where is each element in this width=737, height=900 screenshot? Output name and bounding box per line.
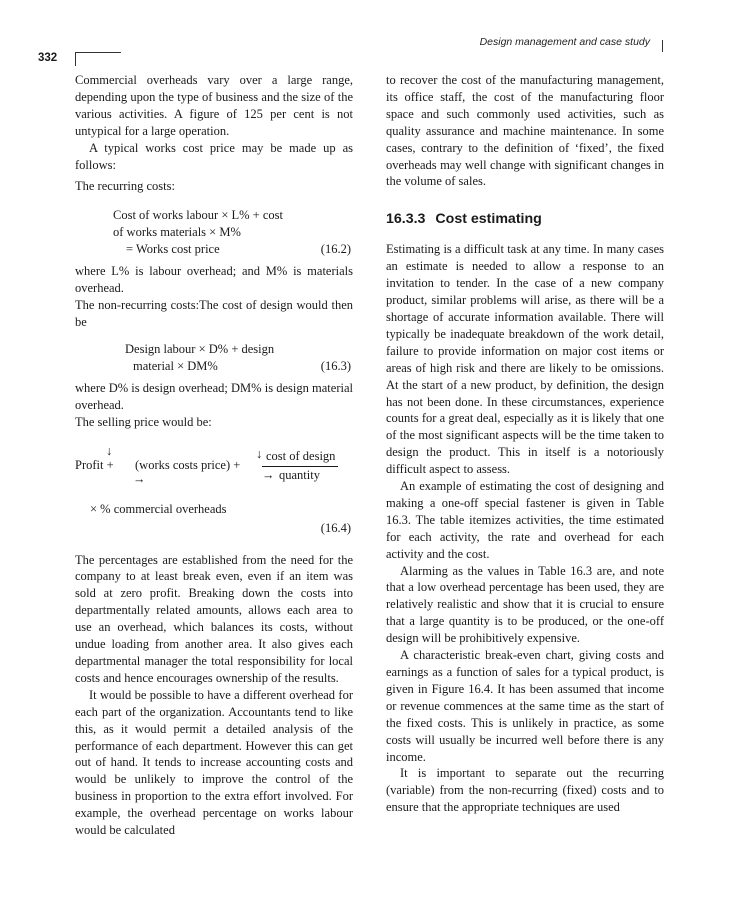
paragraph: It is important to separate out the recurring (variable) from the non-recurring (fixed) costs and to ensure that the appropriate techniques are used (386, 766, 664, 815)
equation-line: × % commercial overheads (90, 501, 227, 516)
paragraph: A characteristic break-even chart, giving costs and earnings as a function of sales for a typical product, is given in Figure 16.4. It has been assumed that income or revenue commences at the same time as the start of the fixed costs. This is unlikely in practice, as some costs will usually be incurred well before there is any income. (386, 648, 664, 764)
paragraph: A typical works cost price may be made up as follows: (75, 140, 353, 172)
equation-line: Design labour × D% + design (125, 341, 275, 356)
equation-number: (16.2) (320, 242, 351, 257)
paragraph: An example of estimating the cost of designing and making a one-off special fastener is given in Table 16.3. The table itemizes activities, the time estimated for each activity, the rate and overhead for each activity and the cost. (386, 479, 664, 561)
left-column (75, 72, 353, 839)
header-rule-right (662, 40, 663, 52)
paragraph: Commercial overheads vary over a large range, depending upon the type of business and the size of the various activities. A figure of 125 per cent is not untypical for a large operation. (75, 73, 353, 138)
equation-16-2 (75, 207, 353, 258)
equation-term-profit: Profit + (75, 457, 114, 472)
right-column (386, 72, 664, 816)
section-title: Cost estimating (435, 211, 542, 228)
header-rule-left-vertical (75, 52, 76, 66)
page-number: 332 (38, 52, 58, 64)
paragraph: The recurring costs: (75, 179, 175, 194)
equation-number: (16.4) (320, 520, 351, 535)
arrow-right-icon: → (133, 471, 146, 486)
fraction-numerator: cost of design (266, 448, 336, 463)
arrow-right-icon: → (262, 467, 275, 482)
arrow-down-icon: ↓ (106, 443, 113, 458)
equation-16-3 (75, 341, 353, 375)
equation-16-4 (75, 518, 353, 536)
paragraph: It would be possible to have a different overhead for each part of the organization. Accountants tend to like this, as it would permit a detailed analysis of the performance of each department. However this can get out of hand. It tends to increase accounting costs and would be unlikely to improve the control of the business in proportion to the extra effort involved. For example, the overhead percentage on works labour would be calculated (75, 687, 353, 838)
equation-line: Cost of works labour × L% + cost (113, 208, 283, 223)
paragraph: to recover the cost of the manufacturing management, its office staff, the cost of the manufacturing floor space and such commonly used activities, such as quality assurance and machine maintenance. In some cases, contrary to the definition of ‘fixed’, the fixed overheads may well change with significant changes in the volume of sales. (386, 73, 664, 189)
header-rule-left (75, 52, 121, 53)
equation-term-works-cost: (works costs price) + (135, 457, 241, 472)
paragraph: where D% is design overhead; DM% is design material overhead. (75, 380, 353, 412)
paragraph: The percentages are established from the need for the company to at least break even, even if an item was sold at zero profit. Breaking down the costs into departmentally related amounts, allows each area to use an overhead, which balances its costs, without undue loading from another area. It also gives each departmental manager the total responsibility for local costs and hence encourages ownership of the results. (75, 552, 353, 685)
paragraph: Estimating is a difficult task at any time. In many cases an estimate is needed to allow a response to an invitation to tender. In the case of a new company product, similar problems will arise, as there will be a shortage of accurate information available. There will typically be inadequate breakdown of the work detail, failure to provide information on major cost items or areas of high risk and there are likely to be omissions. At the start of a new product, by definition, the design has not been done. In these circumstances, experience counts for a great deal, especially as it is likely that one of the most significant aspects will be the time taken to design the product. This in itself is a notoriously difficult aspect to assess. (386, 242, 664, 477)
fraction-denominator: quantity (279, 467, 320, 482)
paragraph: The non-recurring costs:The cost of design would then be (75, 298, 353, 330)
paragraph: The selling price would be: (75, 414, 212, 429)
equation-line: of works materials × M% (113, 225, 241, 240)
arrow-down-icon: ↓ (256, 446, 263, 461)
section-heading (386, 210, 664, 229)
paragraph: Alarming as the values in Table 16.3 are, and note that a low overhead percentage has been used, they are relatively realistic and show that it is crucial to ensure that a large quantity is to be produced, or the one-off design will be prohibitively expensive. (386, 563, 664, 646)
equation-number: (16.3) (320, 358, 351, 373)
equation-line: material × DM% (133, 358, 218, 373)
selling-price-equation (75, 443, 353, 501)
paragraph: where L% is labour overhead; and M% is materials overhead. (75, 264, 353, 296)
section-number: 16.3.3 (386, 211, 426, 228)
equation-line: = Works cost price (126, 242, 220, 257)
running-head-title: Design management and case study (479, 36, 650, 48)
